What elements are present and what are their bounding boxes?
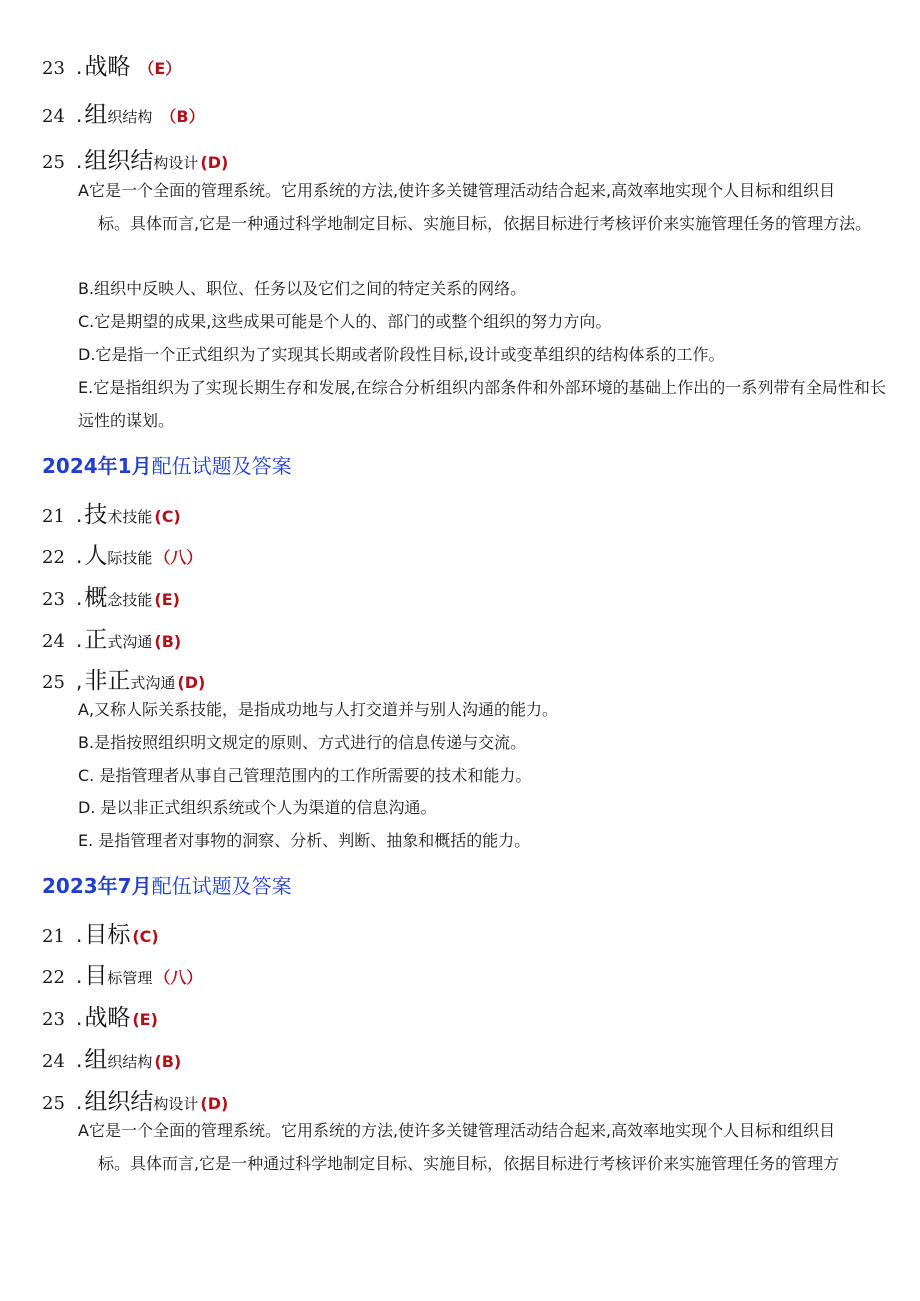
section-heading	[42, 450, 292, 479]
option-label: A	[78, 181, 89, 200]
option-text: 是指管理者对事物的洞察、分析、判断、抽象和概括的能力。	[93, 831, 531, 850]
question-term-small: 构设计	[153, 1095, 199, 1113]
question-row	[42, 537, 202, 570]
option-label: A	[78, 1121, 89, 1140]
answer-label: (C)	[132, 927, 159, 946]
question-number: 25	[42, 152, 65, 173]
option-paragraph	[78, 726, 886, 759]
answer-label: (E)	[154, 590, 180, 609]
option-label: E.	[78, 378, 94, 397]
answer-label: (D)	[177, 673, 206, 692]
question-term: 技	[84, 502, 108, 528]
question-term: 战略	[84, 54, 131, 80]
answer-label: （八）	[154, 548, 203, 567]
option-label: B.	[78, 733, 95, 752]
option-text: 是以非正式组织系统或个人为渠道的信息沟通。	[95, 798, 437, 817]
question-dot: .	[76, 149, 83, 173]
question-term: 组	[84, 102, 108, 128]
question-term-small: 织结构	[107, 1053, 153, 1071]
question-term-small: 术技能	[107, 508, 153, 526]
question-row	[42, 1083, 228, 1116]
question-dot: .	[76, 628, 83, 652]
option-paragraph	[78, 371, 886, 437]
question-term: 组织结	[84, 1089, 154, 1115]
question-term: 非正	[84, 668, 131, 694]
question-row	[42, 1041, 181, 1074]
question-row	[42, 999, 158, 1032]
option-label: D.	[78, 345, 96, 364]
answer-label: （B）	[160, 107, 205, 126]
answer-label: （E）	[138, 59, 182, 78]
option-paragraph	[78, 1114, 886, 1180]
question-number: 23	[42, 589, 65, 610]
question-term-small: 式沟通	[107, 633, 153, 651]
question-row	[42, 621, 181, 654]
question-term-small: 构设计	[153, 154, 199, 172]
question-dot: .	[76, 103, 83, 127]
question-dot: .	[76, 503, 83, 527]
option-text-continued: 标。具体而言,它是一种通过科学地制定目标、实施目标，依据目标进行考核评价来实施管理任务的管理方	[98, 1154, 840, 1173]
option-text: 它是指组织为了实现长期生存和发展,在综合分析组织内部条件和外部环境的基础上作出的一系列带有全局性和长远性的谋划。	[78, 378, 886, 430]
option-paragraph	[78, 759, 886, 792]
question-dot: .	[76, 1048, 83, 1072]
question-term: 正	[84, 627, 108, 653]
question-term: 人	[84, 543, 108, 569]
question-number: 23	[42, 1009, 65, 1030]
option-text: 它是一个全面的管理系统。它用系统的方法,使许多关键管理活动结合起来,高效率地实现个人目标和组织目	[88, 181, 836, 200]
question-number: 25	[42, 672, 65, 693]
question-row	[42, 496, 181, 529]
question-number: 25	[42, 1093, 65, 1114]
question-row	[42, 579, 180, 612]
question-dot: .	[76, 964, 83, 988]
question-dot: .	[76, 55, 83, 79]
question-number: 24	[42, 1051, 65, 1072]
option-label: B.	[78, 279, 95, 298]
question-term: 组织结	[84, 148, 154, 174]
option-label: D.	[78, 798, 96, 817]
question-row	[42, 48, 181, 81]
heading-date: 2024年1月	[42, 454, 152, 478]
option-text: 它是一个全面的管理系统。它用系统的方法,使许多关键管理活动结合起来,高效率地实现个人目标和组织目	[88, 1121, 836, 1140]
question-row	[42, 662, 205, 695]
question-row	[42, 96, 205, 129]
option-text: 它是指一个正式组织为了实现其长期或者阶段性目标,设计或变革组织的结构体系的工作。	[95, 345, 725, 364]
question-number: 24	[42, 106, 65, 127]
option-text: 是指管理者从事自己管理范围内的工作所需要的技术和能力。	[94, 766, 532, 785]
answer-label: (E)	[132, 1010, 158, 1029]
question-dot: ,	[76, 669, 83, 693]
heading-title: 配伍试题及答案	[151, 454, 292, 478]
heading-title: 配伍试题及答案	[151, 874, 292, 898]
option-paragraph	[78, 272, 886, 305]
question-term-small: 织结构	[107, 108, 153, 126]
option-paragraph	[78, 305, 886, 338]
question-number: 22	[42, 967, 65, 988]
option-text: 又称人际关系技能，是指成功地与人打交道并与别人沟通的能力。	[94, 700, 559, 719]
question-row	[42, 916, 159, 949]
question-number: 24	[42, 631, 65, 652]
option-paragraph	[78, 791, 886, 824]
question-term-small: 式沟通	[130, 674, 176, 692]
option-paragraph	[78, 824, 886, 857]
question-term: 组	[84, 1047, 108, 1073]
question-term: 目标	[84, 922, 131, 948]
option-label: C.	[78, 766, 95, 785]
question-term: 目	[84, 963, 108, 989]
option-label: A,	[78, 700, 95, 719]
question-number: 23	[42, 58, 65, 79]
option-label: E.	[78, 831, 94, 850]
question-number: 21	[42, 506, 65, 527]
option-text: 组织中反映人、职位、任务以及它们之间的特定关系的网络。	[94, 279, 527, 298]
answer-label: （八）	[154, 968, 203, 987]
section-heading	[42, 870, 292, 899]
question-dot: .	[76, 1006, 83, 1030]
question-term-small: 际技能	[107, 549, 153, 567]
answer-label: (B)	[154, 632, 182, 651]
option-text-continued: 标。具体而言,它是一种通过科学地制定目标、实施目标，依据目标进行考核评价来实施管理任务的管理方法。	[98, 214, 872, 233]
question-number: 22	[42, 547, 65, 568]
question-number: 21	[42, 926, 65, 947]
question-dot: .	[76, 923, 83, 947]
option-paragraph	[78, 338, 886, 371]
question-term: 战略	[84, 1005, 131, 1031]
answer-label: (C)	[154, 507, 181, 526]
answer-label: (B)	[154, 1052, 182, 1071]
question-dot: .	[76, 1090, 83, 1114]
option-text: 它是期望的成果,这些成果可能是个人的、部门的或整个组织的努力方向。	[94, 312, 612, 331]
option-text: 是指按照组织明文规定的原则、方式进行的信息传递与交流。	[94, 733, 527, 752]
question-dot: .	[76, 586, 83, 610]
question-row	[42, 957, 202, 990]
question-dot: .	[76, 544, 83, 568]
answer-label: (D)	[200, 153, 229, 172]
option-label: C.	[78, 312, 95, 331]
question-row	[42, 142, 228, 175]
question-term-small: 标管理	[107, 969, 153, 987]
option-paragraph	[78, 174, 886, 240]
answer-label: (D)	[200, 1094, 229, 1113]
question-term: 概	[84, 585, 108, 611]
heading-date: 2023年7月	[42, 874, 152, 898]
option-paragraph	[78, 693, 886, 726]
question-term-small: 念技能	[107, 591, 153, 609]
